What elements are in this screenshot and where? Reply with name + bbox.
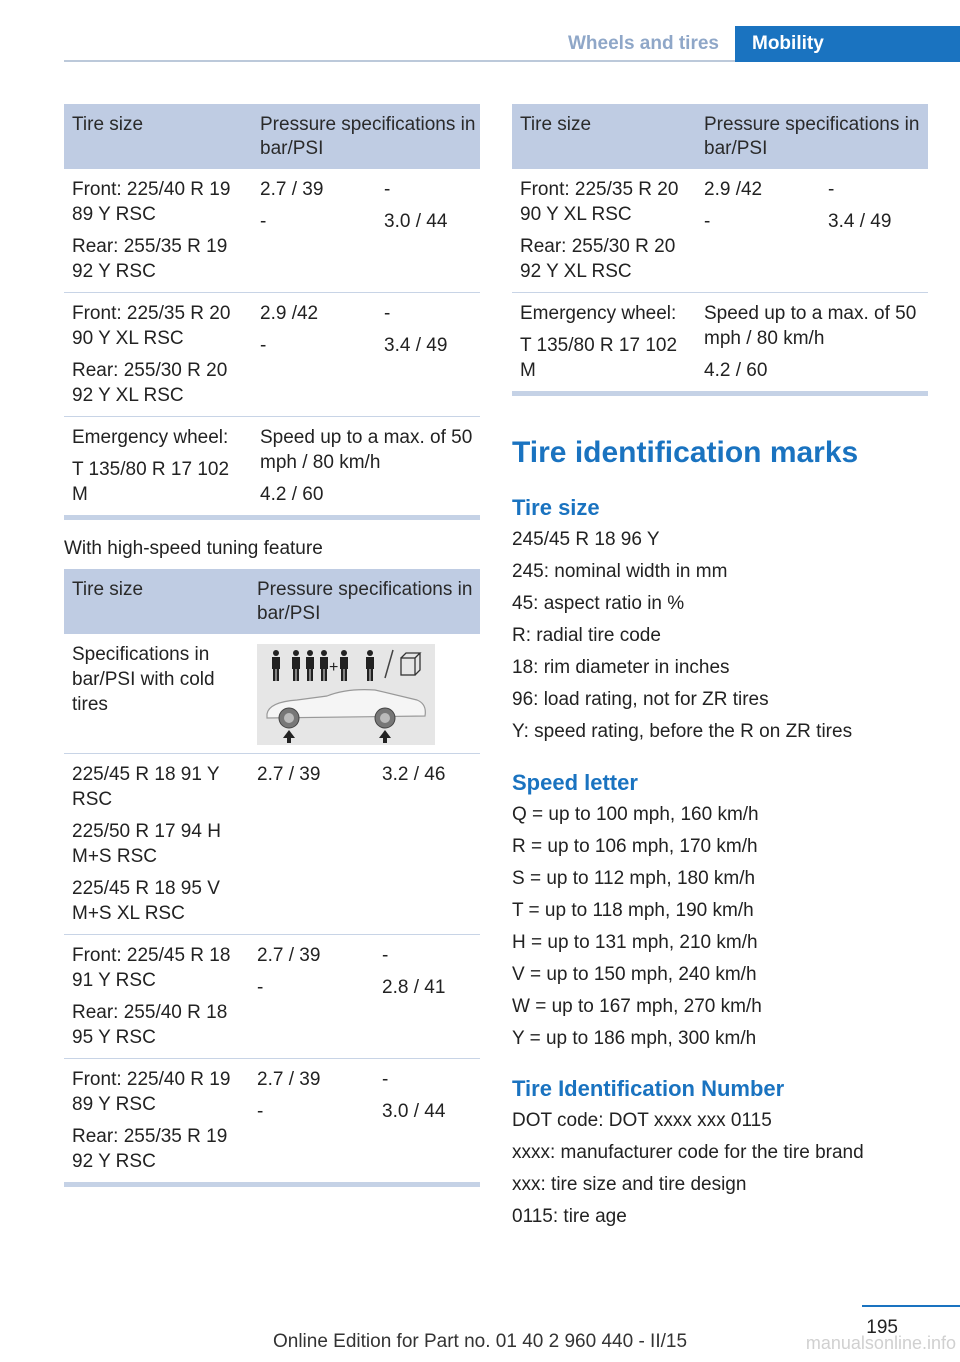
tire-front: Front: 225/35 R 20 90 Y XL RSC	[520, 179, 679, 225]
emergency-label: Emergency wheel:	[72, 427, 229, 448]
header-chapter-tab: Mobility	[735, 26, 960, 62]
tire-size: 225/45 R 18 91 Y RSC	[72, 764, 220, 810]
speed-limit-note: Speed up to a max. of 50 mph / 80 km/h	[704, 303, 917, 349]
tire-rear: Rear: 255/30 R 20 92 Y XL RSC	[520, 236, 676, 282]
pressure-value: 4.2 / 60	[704, 360, 768, 381]
table-row	[64, 293, 480, 417]
table-row	[512, 169, 928, 293]
table-row	[64, 754, 480, 935]
emergency-label: Emergency wheel:	[520, 303, 677, 324]
load-condition-pictogram-icon	[257, 644, 435, 745]
subheading-tin: Tire Identification Number	[512, 1076, 785, 1101]
list-item: 96: load rating, not for ZR tires	[512, 689, 769, 710]
list-item: xxxx: manufacturer code for the tire brand	[512, 1142, 864, 1163]
list-item: 245/45 R 18 96 Y	[512, 529, 660, 550]
pressure-table-continued	[512, 104, 928, 396]
tire-rear: Rear: 255/30 R 20 92 Y XL RSC	[72, 360, 228, 406]
tire-rear: Rear: 255/35 R 19 92 Y RSC	[72, 1126, 228, 1172]
col-header-tire-size: Tire size	[520, 114, 592, 135]
pressure-value: -	[382, 945, 389, 966]
list-item: 45: aspect ratio in %	[512, 593, 685, 614]
tire-front: Front: 225/40 R 19 89 Y RSC	[72, 179, 231, 225]
pressure-value: -	[260, 211, 267, 232]
list-item: R: radial tire code	[512, 625, 661, 646]
page-number-rule	[862, 1305, 960, 1307]
table-caption: With high-speed tuning feature	[64, 538, 323, 559]
list-item: 245: nominal width in mm	[512, 561, 728, 582]
col-header-tire-size: Tire size	[72, 579, 144, 600]
col-header-pressure: Pressure specifications in bar/PSI	[704, 114, 920, 159]
cold-tires-note: Specifications in bar/PSI with cold tires	[72, 644, 215, 715]
section-title: Tire identification marks	[512, 436, 859, 469]
pressure-value: -	[828, 179, 835, 200]
list-item: V = up to 150 mph, 240 km/h	[512, 964, 757, 985]
pressure-value: 3.4 / 49	[828, 211, 892, 232]
pressure-value: -	[704, 211, 711, 232]
list-item: 18: rim diameter in inches	[512, 657, 730, 678]
list-item: DOT code: DOT xxxx xxx 0115	[512, 1110, 772, 1131]
col-header-pressure: Pressure specifications in bar/PSI	[260, 114, 476, 159]
table-end-rule	[64, 1182, 480, 1187]
subheading-speed-letter: Speed letter	[512, 770, 638, 795]
speed-limit-note: Speed up to a max. of 50 mph / 80 km/h	[260, 427, 473, 473]
svg-text:+: +	[329, 659, 339, 676]
tire-front: Front: 225/45 R 18 91 Y RSC	[72, 945, 231, 991]
table-header	[512, 104, 928, 169]
pressure-value: 3.2 / 46	[382, 764, 446, 785]
tire-front: Front: 225/40 R 19 89 Y RSC	[72, 1069, 231, 1115]
emergency-tire-size: T 135/80 R 17 102 M	[72, 459, 230, 505]
list-item: Y: speed rating, before the R on ZR tires	[512, 721, 853, 742]
pressure-value: -	[382, 1069, 389, 1090]
pressure-value: 2.9 /42	[704, 179, 763, 200]
watermark: manualsonline.info	[805, 1333, 956, 1353]
list-item: Q = up to 100 mph, 160 km/h	[512, 804, 759, 825]
pressure-value: -	[384, 303, 391, 324]
pressure-value: 2.8 / 41	[382, 977, 446, 998]
list-item: R = up to 106 mph, 170 km/h	[512, 836, 758, 857]
table-end-rule	[512, 391, 928, 396]
emergency-tire-size: T 135/80 R 17 102 M	[520, 335, 678, 381]
table-row	[64, 169, 480, 293]
list-item: S = up to 112 mph, 180 km/h	[512, 868, 756, 889]
list-item: Y = up to 186 mph, 300 km/h	[512, 1028, 757, 1049]
speed-letter-list	[512, 799, 762, 1055]
table-header	[64, 569, 480, 634]
tire-size: 225/45 R 18 95 V M+S XL RSC	[72, 878, 220, 924]
list-item: T = up to 118 mph, 190 km/h	[512, 900, 754, 921]
table-row	[64, 417, 480, 515]
pressure-value: 2.7 / 39	[257, 945, 321, 966]
list-item: xxx: tire size and tire design	[512, 1174, 747, 1195]
pressure-value: 4.2 / 60	[260, 484, 324, 505]
pressure-value: -	[257, 1101, 264, 1122]
pressure-value: 2.7 / 39	[260, 179, 324, 200]
tire-size-list	[512, 524, 852, 748]
list-item: 0115: tire age	[512, 1206, 627, 1227]
list-item: H = up to 131 mph, 210 km/h	[512, 932, 758, 953]
table-row	[512, 293, 928, 391]
subheading-tire-size: Tire size	[512, 495, 600, 520]
page-number: 195	[866, 1317, 898, 1338]
table-header	[64, 104, 480, 169]
tire-rear: Rear: 255/40 R 18 95 Y RSC	[72, 1002, 228, 1048]
table-row	[64, 935, 480, 1059]
tire-size: 225/50 R 17 94 H M+S RSC	[72, 821, 221, 867]
pressure-value: 3.0 / 44	[384, 211, 448, 232]
pressure-value: 2.7 / 39	[257, 764, 321, 785]
tire-rear: Rear: 255/35 R 19 92 Y RSC	[72, 236, 228, 282]
pressure-value: -	[384, 179, 391, 200]
tire-front: Front: 225/35 R 20 90 Y XL RSC	[72, 303, 231, 349]
table-end-rule	[64, 515, 480, 520]
pressure-value: -	[257, 977, 264, 998]
pressure-value: -	[260, 335, 267, 356]
pressure-table-standard	[64, 104, 480, 520]
pressure-table-high-speed	[64, 569, 480, 1187]
list-item: W = up to 167 mph, 270 km/h	[512, 996, 762, 1017]
pressure-value: 2.7 / 39	[257, 1069, 321, 1090]
pressure-value: 3.0 / 44	[382, 1101, 446, 1122]
tin-list	[512, 1105, 864, 1233]
table-row	[64, 634, 480, 754]
pressure-value: 2.9 /42	[260, 303, 319, 324]
table-row	[64, 1059, 480, 1182]
col-header-pressure: Pressure specifications in bar/PSI	[257, 579, 473, 624]
header-section-title: Wheels and tires	[568, 33, 719, 54]
pressure-value: 3.4 / 49	[384, 335, 448, 356]
edition-footer: Online Edition for Part no. 01 40 2 960 440 - II/15	[272, 1331, 688, 1352]
col-header-tire-size: Tire size	[72, 114, 144, 135]
